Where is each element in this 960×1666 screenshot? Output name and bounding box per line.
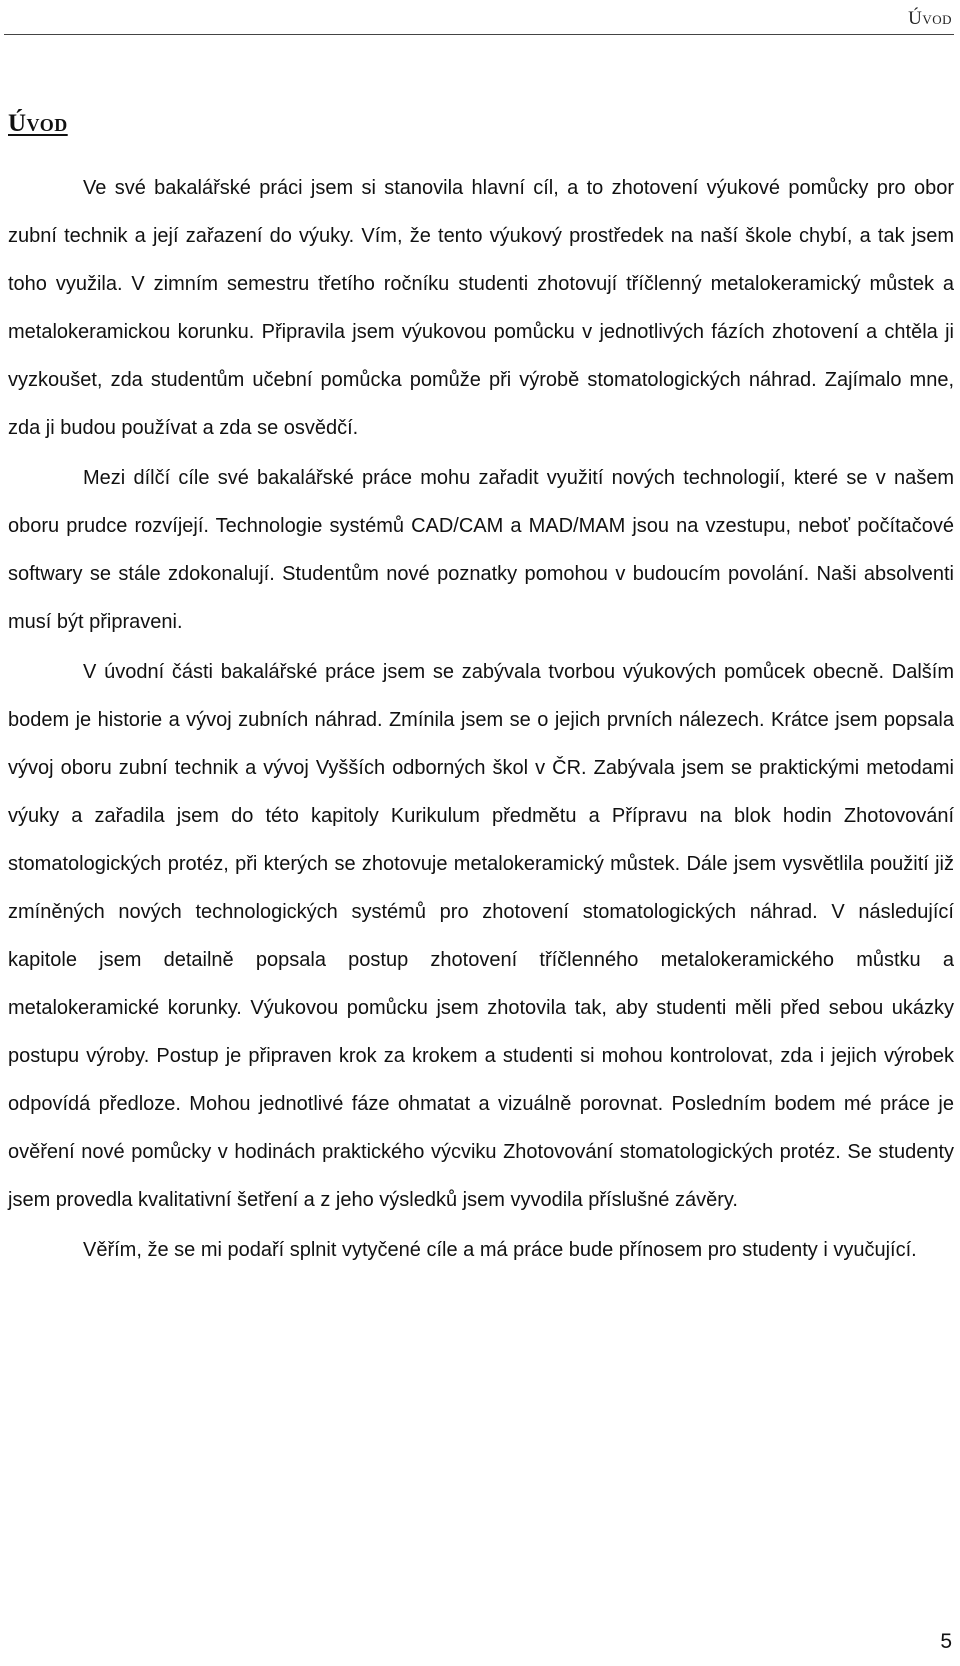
body-text — [8, 164, 954, 1276]
section-heading-text: Úvod — [8, 110, 68, 137]
running-header — [908, 8, 952, 30]
paragraph-goal: Ve své bakalářské práci jsem si stanovila hlavní cíl, a to zhotovení výukové pomůcky pro obor zubní technik a její zařazení do výuky. Vím, že tento výukový prostředek na naší škole chybí, a tak jsem toho využila. V zimním semestru třetího ročníku studenti zhotovují tříčlenný metalokeramický můstek a metalokeramickou korunku. Připravila jsem výukovou pomůcku v jednotlivých fázích zhotovení a chtěla ji vyzkoušet, zda studentům učební pomůcka pomůže při výrobě stomatologických náhrad. Zajímalo mne, zda ji budou používat a zda se osvědčí. — [8, 177, 954, 439]
section-heading — [8, 110, 68, 138]
paragraph-structure: V úvodní části bakalářské práce jsem se zabývala tvorbou výukových pomůcek obecně. Dalším bodem je historie a vývoj zubních náhrad. Zmínila jsem se o jejich prvních nálezech. Krátce jsem popsala vývoj oboru zubní technik a vývoj Vyšších odborných škol v ČR. Zabývala jsem se praktickými metodami výuky a zařadila jsem do této kapitoly Kurikulum předmětu a Přípravu na blok hodin Zhotovování stomatologických protéz, při kterých se zhotovuje metalokeramický můstek. Dále jsem vysvětlila použití již zmíněných nových technologických systémů pro zhotovení stomatologických náhrad. V následující kapitole jsem detailně popsala postup zhotovení tříčlenného metalokeramického můstku a metalokeramické korunky. Výukovou pomůcku jsem zhotovila tak, aby studenti měli před sebou ukázky postupu výroby. Postup je připraven krok za krokem a studenti si mohou kontrolovat, zda i jejich výrobek odpovídá předloze. Mohou jednotlivé fáze ohmatat a vizuálně porovnat. Posledním bodem mé práce je ověření nové pomůcky v hodinách praktického výcviku Zhotovování stomatologických protéz. Se studenty jsem provedla kvalitativní šetření a z jeho výsledků jsem vyvodila příslušné závěry. — [8, 661, 954, 1211]
paragraph-partial-goals: Mezi dílčí cíle své bakalářské práce mohu zařadit využití nových technologií, které se v našem oboru prudce rozvíjejí. Technologie systémů CAD/CAM a MAD/MAM jsou na vzestupu, neboť počítačové softwary se stále zdokonalují. Studentům nové poznatky pomohou v budoucím povolání. Naši absolventi musí být připraveni. — [8, 467, 954, 633]
running-header-title: Úvod — [908, 8, 952, 29]
paragraph-closing: Věřím, že se mi podaří splnit vytyčené cíle a má práce bude přínosem pro studenty i vyučující. — [83, 1239, 917, 1261]
page-number: 5 — [940, 1630, 952, 1653]
header-rule — [4, 34, 954, 35]
